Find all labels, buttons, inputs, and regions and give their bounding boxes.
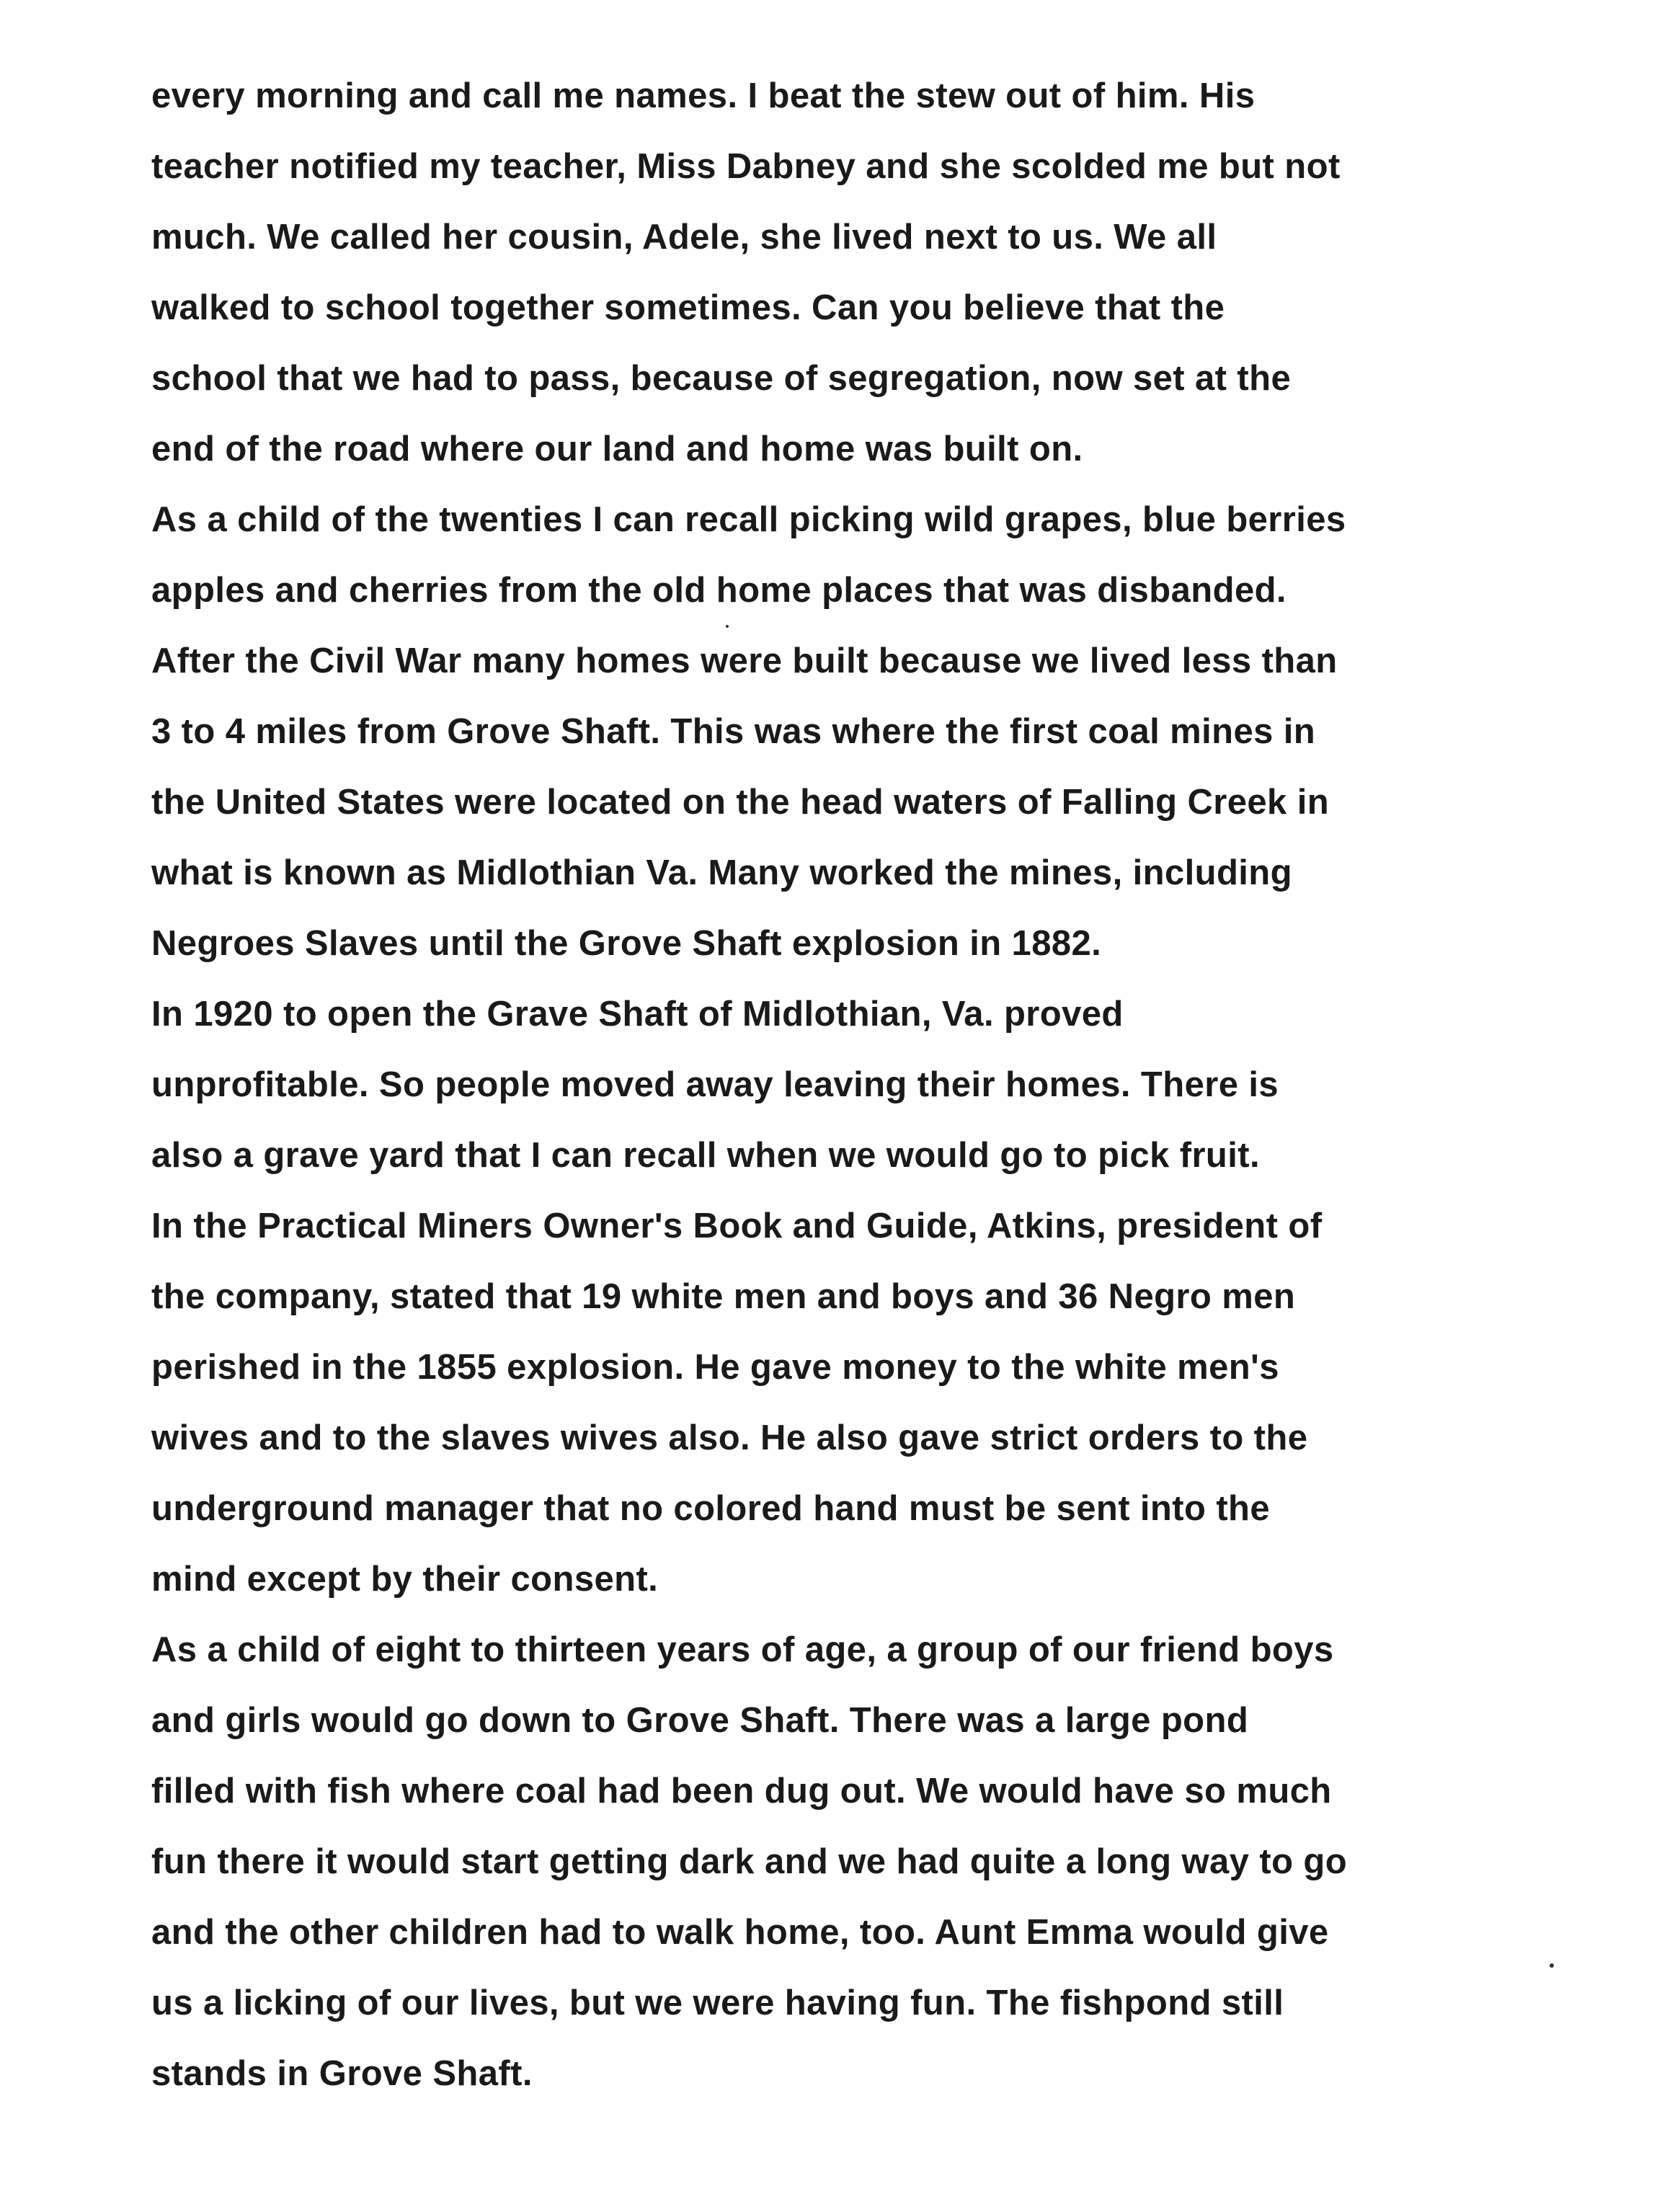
text-line: end of the road where our land and home was built on.	[151, 430, 1083, 468]
text-line: much. We called her cousin, Adele, she lived next to us. We all	[151, 218, 1217, 257]
text-line: After the Civil War many homes were built because we lived less than	[151, 641, 1338, 680]
text-line: apples and cherries from the old home places that was disbanded.	[151, 571, 1287, 610]
scan-speck	[726, 625, 729, 628]
text-line: wives and to the slaves wives also. He also gave strict orders to the	[151, 1418, 1308, 1457]
text-line: unprofitable. So people moved away leaving their homes. There is	[151, 1065, 1279, 1104]
text-line: stands in Grove Shaft.	[151, 2054, 533, 2093]
text-line: walked to school together sometimes. Can you believe that the	[151, 288, 1225, 327]
text-line: underground manager that no colored hand must be sent into the	[151, 1489, 1271, 1528]
text-line: In the Practical Miners Owner's Book and Guide, Atkins, president of	[151, 1207, 1323, 1245]
text-line: school that we had to pass, because of segregation, now set at the	[151, 359, 1292, 398]
text-line: every morning and call me names. I beat the stew out of him. His	[151, 76, 1256, 115]
text-line: perished in the 1855 explosion. He gave money to the white men's	[151, 1348, 1279, 1387]
text-line: As a child of the twenties I can recall picking wild grapes, blue berries	[151, 500, 1346, 539]
text-line: In 1920 to open the Grave Shaft of Midlothian, Va. proved	[151, 995, 1124, 1034]
text-line: what is known as Midlothian Va. Many worked the mines, including	[151, 853, 1292, 892]
text-line: also a grave yard that I can recall when we would go to pick fruit.	[151, 1136, 1260, 1175]
text-line: 3 to 4 miles from Grove Shaft. This was where the first coal mines in	[151, 712, 1316, 751]
body-text	[151, 61, 1600, 2109]
text-line: teacher notified my teacher, Miss Dabney and she scolded me but not	[151, 147, 1341, 186]
text-line: the United States were located on the head waters of Falling Creek in	[151, 783, 1330, 822]
text-line: and girls would go down to Grove Shaft. There was a large pond	[151, 1701, 1249, 1740]
text-line: Negroes Slaves until the Grove Shaft explosion in 1882.	[151, 924, 1102, 963]
scan-speck	[1550, 1963, 1554, 1968]
text-line: fun there it would start getting dark and we had quite a long way to go	[151, 1842, 1348, 1881]
text-line: As a child of eight to thirteen years of age, a group of our friend boys	[151, 1630, 1334, 1669]
text-line: mind except by their consent.	[151, 1560, 659, 1599]
text-line: filled with fish where coal had been dug out. We would have so much	[151, 1772, 1332, 1811]
text-line: and the other children had to walk home, too. Aunt Emma would give	[151, 1913, 1329, 1952]
text-line: the company, stated that 19 white men and boys and 36 Negro men	[151, 1277, 1296, 1316]
text-line: us a licking of our lives, but we were having fun. The fishpond still	[151, 1984, 1284, 2022]
